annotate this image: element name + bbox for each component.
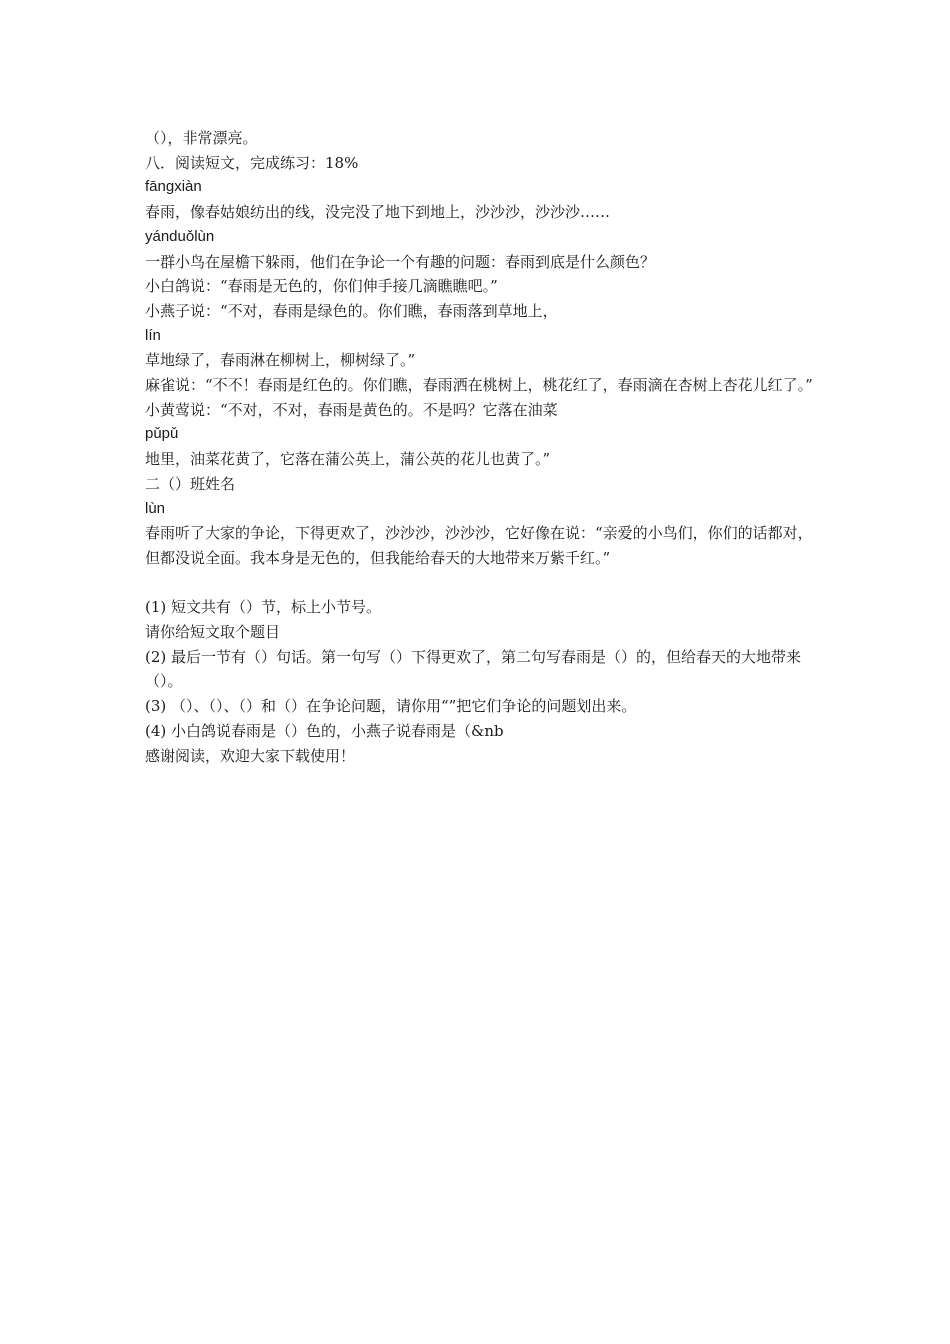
text-line: 一群小鸟在屋檐下躲雨，他们在争论一个有趣的问题：春雨到底是什么颜色？ xyxy=(145,252,656,271)
question-4: (4) 小白鸽说春雨是（）色的，小燕子说春雨是（&nb xyxy=(145,721,504,740)
question-3: (3) （）、（）、（）和（）在争论问题，请你用“”把它们争论的问题划出来。 xyxy=(145,697,637,716)
text-line: 春雨，像春姑娘纺出的线，没完没了地下到地上，沙沙沙，沙沙沙…… xyxy=(145,203,611,222)
text-line: （），非常漂亮。 xyxy=(145,129,258,147)
document-body xyxy=(145,126,815,768)
pinyin-annotation: fāngxiàn xyxy=(145,178,202,196)
question-1: (1) 短文共有（）节，标上小节号。 xyxy=(145,598,382,617)
blank-line xyxy=(145,571,815,596)
class-name-line: 二（）班姓名 xyxy=(145,474,236,493)
question-2: (2) 最后一节有（）句话。第一句写（）下得更欢了，第二句写春雨是（）的，但给春天的大地带来（）。 xyxy=(145,647,802,691)
text-line: 草地绿了，春雨淋在柳树上，柳树绿了。” xyxy=(145,351,416,370)
title-prompt: 请你给短文取个题目 xyxy=(145,623,281,642)
pinyin-annotation: pǔpǔ xyxy=(145,425,179,443)
section-heading: 八．阅读短文，完成练习：18% xyxy=(145,153,359,172)
text-line: 小燕子说：“不对，春雨是绿色的。你们瞧，春雨落到草地上， xyxy=(145,301,558,320)
text-paragraph: 春雨听了大家的争论，下得更欢了，沙沙沙，沙沙沙，它好像在说：“亲爱的小鸟们，你们的话都对，但都没说全面。我本身是无色的，但我能给春天的大地带来万紫千红。” xyxy=(145,524,813,567)
text-paragraph: 麻雀说：“不不！春雨是红色的。你们瞧，春雨洒在桃树上，桃花红了，春雨滴在杏树上杏花儿红了。” xyxy=(145,376,813,395)
pinyin-annotation: yánduǒlùn xyxy=(145,227,215,245)
closing-note: 感谢阅读，欢迎大家下载使用！ xyxy=(145,746,356,765)
text-line: 小黄莺说：“不对，不对，春雨是黄色的。不是吗？它落在油菜 xyxy=(145,400,558,419)
pinyin-annotation: lùn xyxy=(145,499,166,517)
text-line: 地里，油菜花黄了，它落在蒲公英上，蒲公英的花儿也黄了。” xyxy=(145,450,551,469)
pinyin-annotation: lín xyxy=(145,326,161,344)
text-line: 小白鸽说：“春雨是无色的，你们伸手接几滴瞧瞧吧。” xyxy=(145,277,498,296)
